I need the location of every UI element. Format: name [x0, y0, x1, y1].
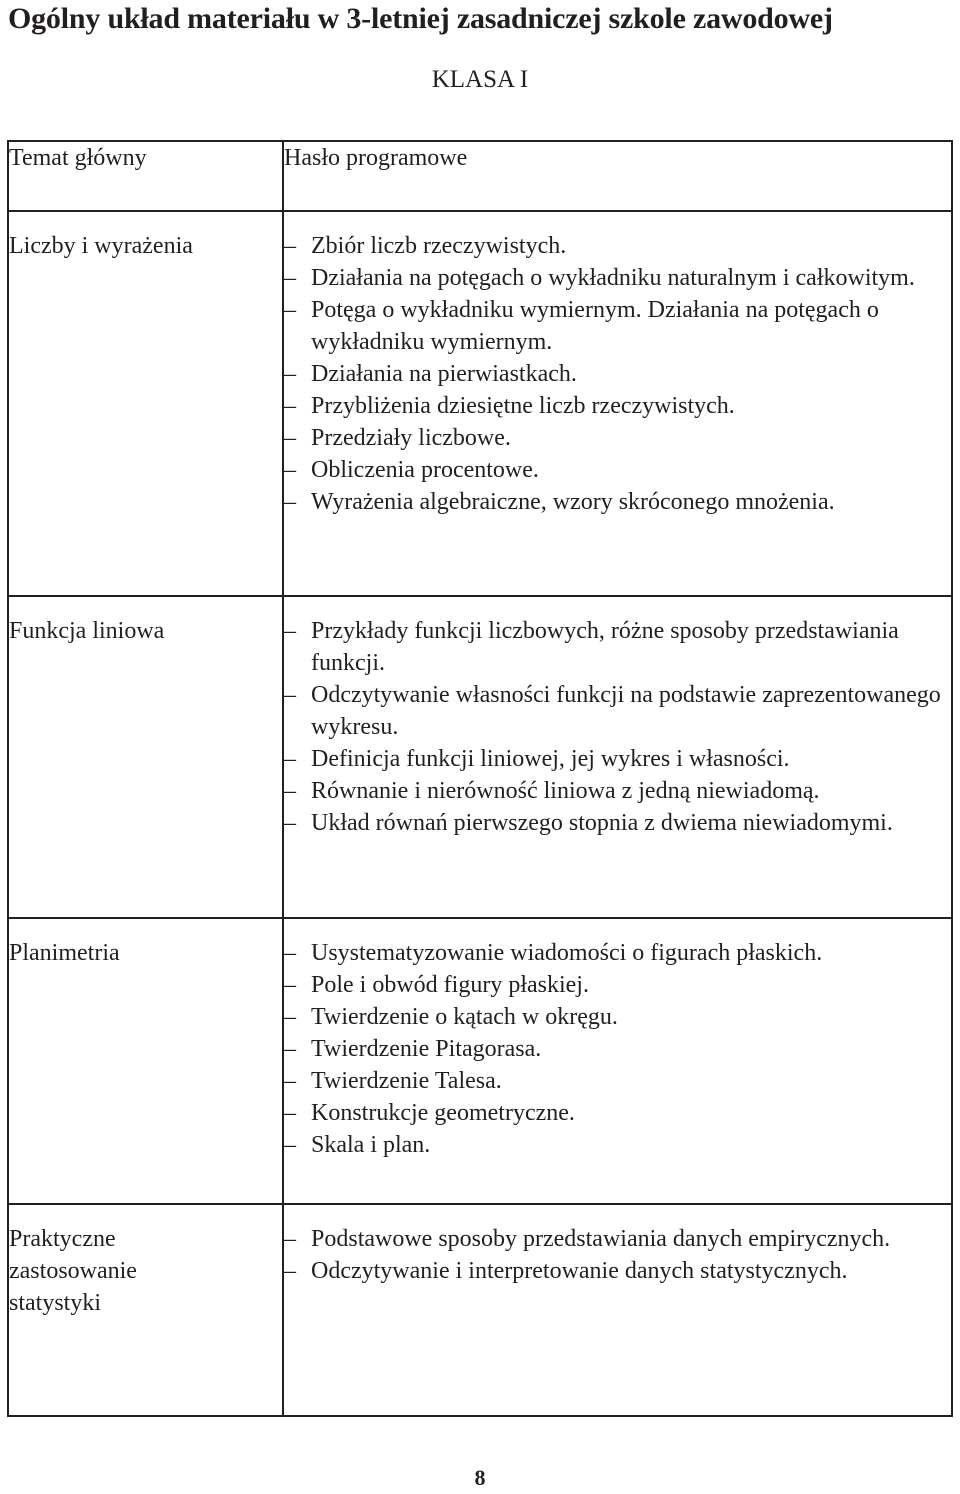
- topic-cell: [8, 596, 283, 918]
- list-item-text: Twierdzenie o kątach w okręgu.: [311, 1004, 618, 1030]
- list-item: [284, 679, 951, 743]
- dash-bullet: –: [284, 746, 296, 772]
- items-cell: [283, 596, 952, 918]
- list-item-text: Równanie i nierówność liniowa z jedną niewiadomą.: [311, 778, 820, 804]
- dash-bullet: –: [284, 297, 296, 323]
- header-topic: Temat główny: [8, 141, 283, 211]
- list-item-text: Przedziały liczbowe.: [311, 425, 511, 451]
- topic-list: [284, 615, 951, 839]
- list-item-text: Odczytywanie własności funkcji na podstawie zaprezentowanego wykresu.: [311, 682, 941, 740]
- list-item: [284, 1255, 951, 1287]
- dash-bullet: –: [284, 233, 296, 259]
- list-item: [284, 486, 951, 518]
- topic-cell: [8, 211, 283, 596]
- list-item: [284, 422, 951, 454]
- table-row: [8, 1204, 952, 1416]
- dash-bullet: –: [284, 940, 296, 966]
- list-item: [284, 1223, 951, 1255]
- topic-list: [284, 937, 951, 1161]
- items-cell: [283, 918, 952, 1204]
- list-item-text: Przykłady funkcji liczbowych, różne sposoby przedstawiania funkcji.: [311, 618, 899, 676]
- list-item-text: Definicja funkcji liniowej, jej wykres i własności.: [311, 746, 790, 772]
- topic-cell: [8, 1204, 283, 1416]
- dash-bullet: –: [284, 265, 296, 291]
- list-item: [284, 1001, 951, 1033]
- topic-cell: [8, 918, 283, 1204]
- topic-label: Planimetria: [9, 940, 120, 966]
- list-item: [284, 390, 951, 422]
- list-item: [284, 969, 951, 1001]
- list-item: [284, 294, 951, 358]
- list-item: [284, 454, 951, 486]
- header-program: Hasło programowe: [283, 141, 952, 211]
- list-item: [284, 1033, 951, 1065]
- list-item-text: Obliczenia procentowe.: [311, 457, 539, 483]
- list-item: [284, 615, 951, 679]
- list-item: [284, 230, 951, 262]
- list-item-text: Działania na potęgach o wykładniku naturalnym i całkowitym.: [311, 265, 915, 291]
- topic-label: Liczby i wyrażenia: [9, 233, 193, 259]
- list-item-text: Skala i plan.: [311, 1132, 431, 1158]
- list-item-text: Twierdzenie Pitagorasa.: [311, 1036, 542, 1062]
- list-item-text: Konstrukcje geometryczne.: [311, 1100, 575, 1126]
- list-item-text: Potęga o wykładniku wymiernym. Działania na potęgach o wykładniku wymiernym.: [311, 297, 879, 355]
- list-item: [284, 1129, 951, 1161]
- table-row: [8, 918, 952, 1204]
- list-item-text: Wyrażenia algebraiczne, wzory skróconego mnożenia.: [311, 489, 835, 515]
- list-item-text: Zbiór liczb rzeczywistych.: [311, 233, 567, 259]
- syllabus-table: [7, 140, 953, 1417]
- dash-bullet: –: [284, 972, 296, 998]
- table-row: [8, 596, 952, 918]
- list-item: [284, 358, 951, 390]
- list-item: [284, 1065, 951, 1097]
- list-item: [284, 807, 951, 839]
- list-item-text: Usystematyzowanie wiadomości o figurach płaskich.: [311, 940, 823, 966]
- dash-bullet: –: [284, 1036, 296, 1062]
- topic-label: Praktyczne zastosowanie statystyki: [9, 1226, 137, 1316]
- table-row: [8, 211, 952, 596]
- list-item: [284, 1097, 951, 1129]
- list-item-text: Twierdzenie Talesa.: [311, 1068, 502, 1094]
- dash-bullet: –: [284, 489, 296, 515]
- dash-bullet: –: [284, 1258, 296, 1284]
- list-item-text: Podstawowe sposoby przedstawiania danych empirycznych.: [311, 1226, 891, 1252]
- list-item: [284, 937, 951, 969]
- topic-label: Funkcja liniowa: [9, 618, 165, 644]
- list-item: [284, 743, 951, 775]
- list-item-text: Przybliżenia dziesiętne liczb rzeczywistych.: [311, 393, 735, 419]
- document-title: Ogólny układ materiału w 3-letniej zasadniczej szkole zawodowej: [8, 2, 833, 35]
- topic-list: [284, 1223, 951, 1287]
- list-item: [284, 262, 951, 294]
- list-item: [284, 775, 951, 807]
- table-header-row: [8, 141, 952, 211]
- list-item-text: Odczytywanie i interpretowanie danych statystycznych.: [311, 1258, 848, 1284]
- items-cell: [283, 211, 952, 596]
- dash-bullet: –: [284, 1132, 296, 1158]
- dash-bullet: –: [284, 425, 296, 451]
- dash-bullet: –: [284, 393, 296, 419]
- page-number: 8: [474, 1465, 486, 1490]
- list-item-text: Układ równań pierwszego stopnia z dwiema niewiadomymi.: [311, 810, 893, 836]
- dash-bullet: –: [284, 1100, 296, 1126]
- dash-bullet: –: [284, 361, 296, 387]
- list-item-text: Działania na pierwiastkach.: [311, 361, 577, 387]
- items-cell: [283, 1204, 952, 1416]
- dash-bullet: –: [284, 778, 296, 804]
- dash-bullet: –: [284, 682, 296, 708]
- class-label: KLASA I: [431, 66, 529, 93]
- topic-list: [284, 230, 951, 518]
- list-item-text: Pole i obwód figury płaskiej.: [311, 972, 589, 998]
- dash-bullet: –: [284, 618, 296, 644]
- dash-bullet: –: [284, 1004, 296, 1030]
- dash-bullet: –: [284, 1226, 296, 1252]
- dash-bullet: –: [284, 810, 296, 836]
- dash-bullet: –: [284, 457, 296, 483]
- dash-bullet: –: [284, 1068, 296, 1094]
